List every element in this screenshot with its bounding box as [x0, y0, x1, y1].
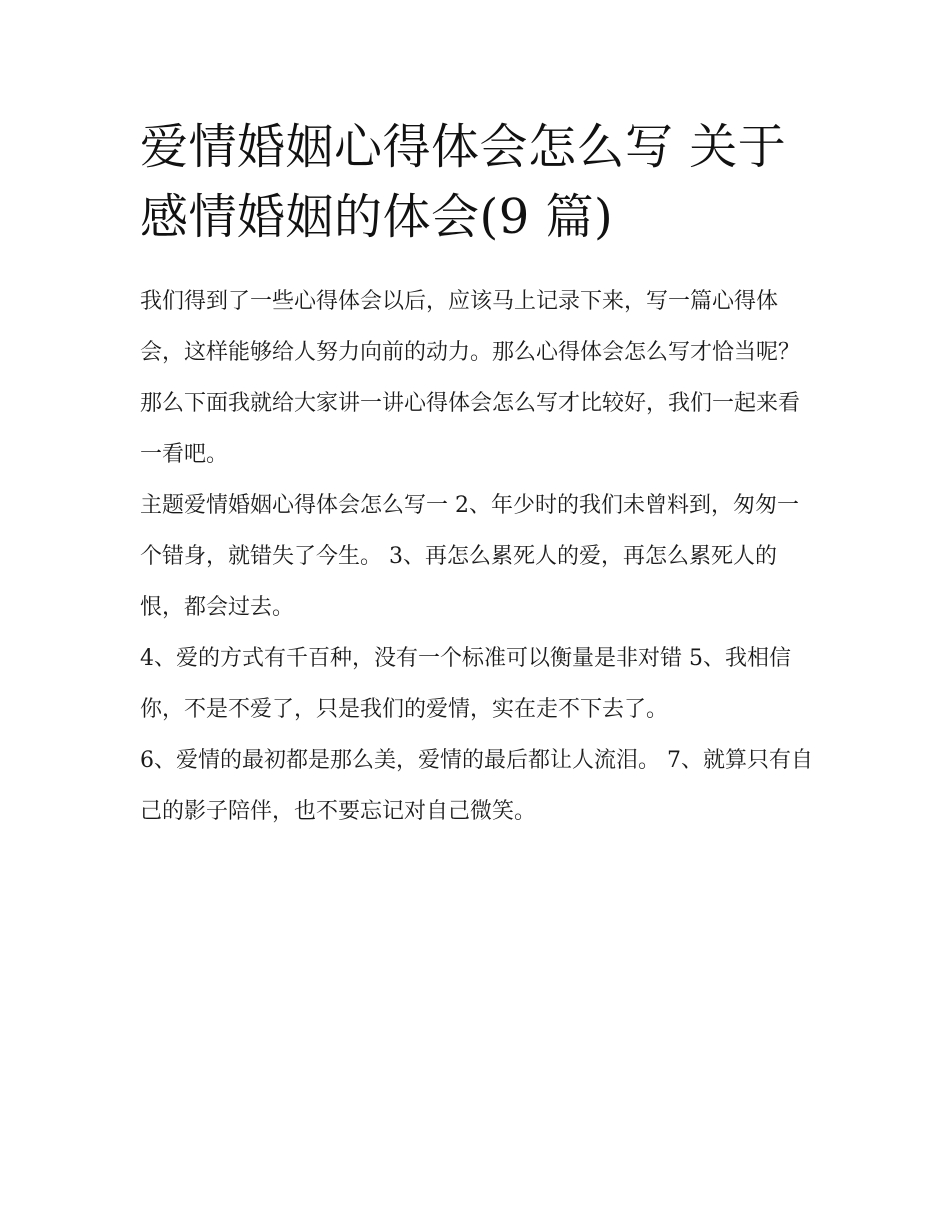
- document-title: 爱情婚姻心得体会怎么写 关于感情婚姻的体会(9 篇): [140, 119, 787, 245]
- intro-paragraph: 我们得到了一些心得体会以后，应该马上记录下来，写一篇心得体会，这样能够给人努力向前的动力。那么心得体会怎么写才恰当呢？那么下面我就给大家讲一讲心得体会怎么写才比较好，我们一起来看一看吧。: [140, 289, 801, 467]
- body-paragraph: 6、爱情的最初都是那么美，爱情的最后都让人流泪。 7、就算只有自己的影子陪伴，也不要忘记对自己微笑。: [140, 748, 813, 824]
- document-page: [140, 112, 815, 837]
- body-paragraph: 4、爱的方式有千百种，没有一个标准可以衡量是非对错 5、我相信你，不是不爱了，只是我们的爱情，实在走不下去了。: [140, 646, 791, 722]
- body-paragraph: 主题爱情婚姻心得体会怎么写一 2、年少时的我们未曾料到，匆匆一个错身，就错失了今生。 3、再怎么累死人的爱，再怎么累死人的恨，都会过去。: [140, 493, 799, 620]
